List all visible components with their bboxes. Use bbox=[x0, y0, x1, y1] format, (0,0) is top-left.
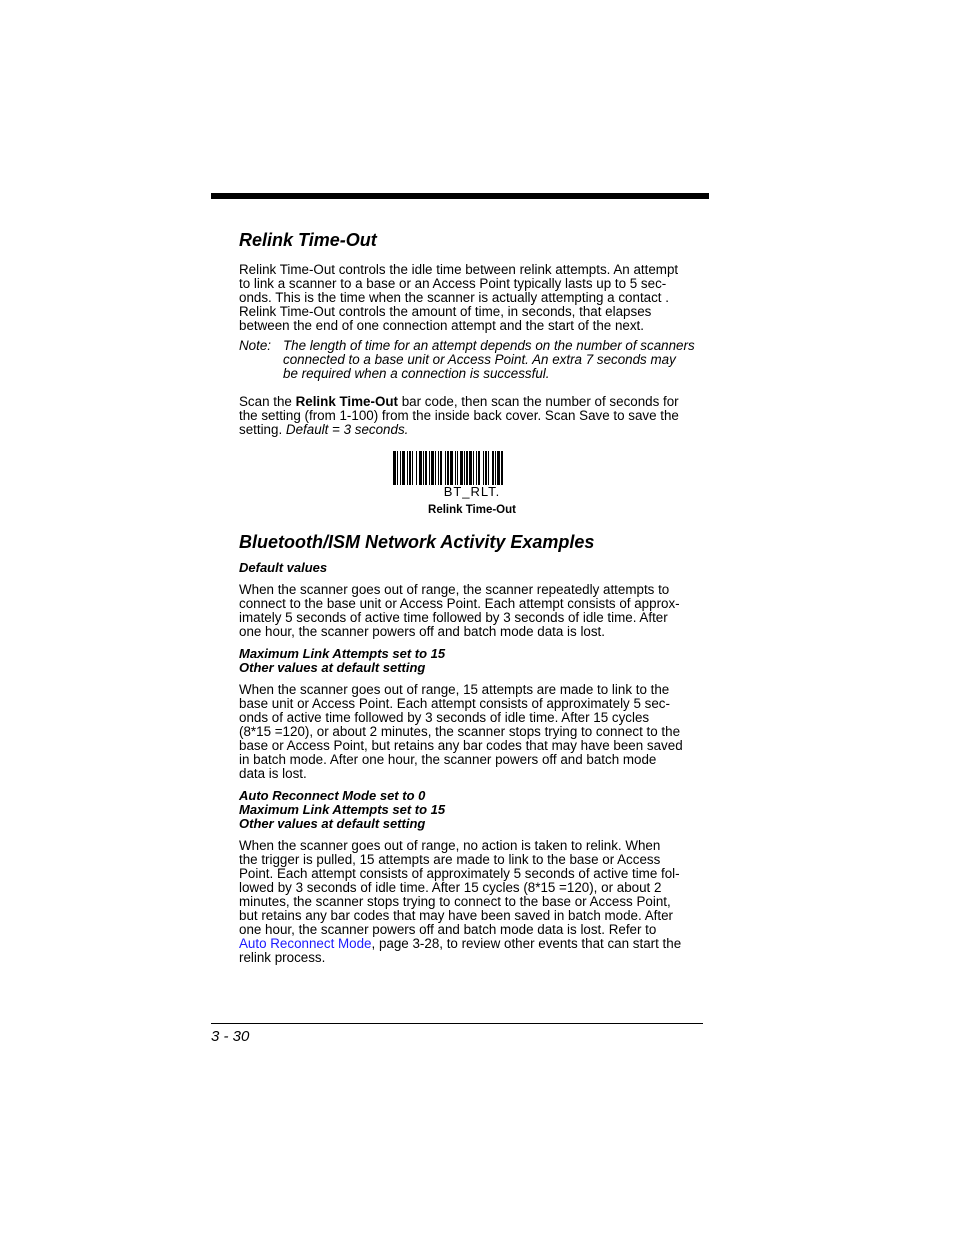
scan-instructions bbox=[239, 395, 705, 437]
barcode-bar bbox=[485, 451, 487, 485]
line: imately 5 seconds of active time followed by 3 seconds of idle time. After bbox=[239, 610, 668, 625]
barcode-bar bbox=[473, 451, 474, 485]
note-label: Note: bbox=[239, 338, 272, 353]
barcode-bar bbox=[409, 451, 411, 485]
bold-run: Relink Time-Out bbox=[295, 394, 399, 409]
line: onds of active time followed by 3 seconds of idle time. After 15 cycles bbox=[239, 710, 650, 725]
barcode-bar bbox=[488, 451, 489, 485]
barcode-bar bbox=[447, 451, 449, 485]
line: Auto Reconnect Mode set to 0 bbox=[239, 788, 426, 803]
subheading-max-link bbox=[239, 647, 705, 675]
barcode-bar bbox=[431, 451, 434, 485]
barcode-bar bbox=[397, 451, 398, 485]
line: but retains any bar codes that may have been saved in batch mode. After bbox=[239, 908, 673, 923]
subheading-default: Default values bbox=[239, 560, 328, 575]
barcode-bar bbox=[429, 451, 430, 485]
barcode-bar bbox=[483, 451, 484, 485]
bottom-rule bbox=[211, 1023, 703, 1024]
line: onds. This is the time when the scanner is actually attempting a contact . bbox=[239, 290, 669, 305]
barcode-bar bbox=[460, 451, 463, 485]
barcode-bar bbox=[464, 451, 465, 485]
barcode-bar bbox=[425, 451, 427, 485]
barcode-bar bbox=[495, 451, 496, 485]
barcode-image bbox=[393, 451, 551, 485]
barcode-caption: Relink Time-Out bbox=[428, 504, 516, 516]
barcode-bar bbox=[407, 451, 408, 485]
barcode-bar bbox=[478, 451, 480, 485]
section-heading-relink: Relink Time-Out bbox=[239, 230, 377, 250]
line: connected to a base unit or Access Point. An extra 7 seconds may bbox=[283, 352, 676, 367]
auto-reconnect-description bbox=[239, 839, 705, 965]
line: Maximum Link Attempts set to 15 bbox=[239, 802, 446, 817]
top-rule bbox=[211, 193, 709, 199]
line: base or Access Point, but retains any bar codes that may have been saved bbox=[239, 738, 683, 753]
barcode-bar bbox=[466, 451, 468, 485]
barcode-bar bbox=[445, 451, 446, 485]
barcode-bar bbox=[393, 451, 396, 485]
line: minutes, the scanner stops trying to connect to the base or Access Point, bbox=[239, 894, 671, 909]
line: be required when a connection is successful. bbox=[283, 366, 550, 381]
line: between the end of one connection attempt and the start of the next. bbox=[239, 318, 644, 333]
line: data is lost. bbox=[239, 766, 307, 781]
note bbox=[239, 339, 705, 381]
section-heading-examples: Bluetooth/ISM Network Activity Examples bbox=[239, 532, 595, 552]
text-run: Scan the bbox=[239, 394, 296, 409]
text-run: setting. bbox=[239, 422, 286, 437]
line: to link a scanner to a base or an Access Point typically lasts up to 5 sec- bbox=[239, 276, 667, 291]
text-run: bar code, then scan the number of seconds for bbox=[398, 394, 679, 409]
text-run: , page 3-28, to review other events that can start the bbox=[371, 936, 682, 951]
line: one hour, the scanner powers off and batch mode data is lost. bbox=[239, 624, 605, 639]
line: one hour, the scanner powers off and batch mode data is lost. Refer to bbox=[239, 922, 657, 937]
barcode-bar bbox=[419, 451, 422, 485]
page-content bbox=[239, 229, 705, 965]
line: base unit or Access Point. Each attempt consists of approximately 5 sec- bbox=[239, 696, 670, 711]
line: the setting (from 1-100) from the inside back cover. Scan Save to save the bbox=[239, 408, 679, 423]
line: When the scanner goes out of range, 15 attempts are made to link to the bbox=[239, 682, 670, 697]
line: (8*15 =120), or about 2 minutes, the scanner stops trying to connect to the bbox=[239, 724, 681, 739]
barcode-bar bbox=[440, 451, 442, 485]
note-body bbox=[283, 339, 705, 381]
default-description bbox=[239, 583, 705, 639]
line: When the scanner goes out of range, no action is taken to relink. When bbox=[239, 838, 661, 853]
barcode-bar bbox=[400, 451, 401, 485]
line: When the scanner goes out of range, the scanner repeatedly attempts to bbox=[239, 582, 670, 597]
line: relink process. bbox=[239, 950, 326, 965]
line: Relink Time-Out controls the amount of time, in seconds, that elapses bbox=[239, 304, 652, 319]
line: The length of time for an attempt depends on the number of scanners bbox=[283, 338, 695, 353]
auto-reconnect-mode-link[interactable]: Auto Reconnect Mode bbox=[239, 936, 372, 951]
barcode-block bbox=[239, 451, 705, 517]
barcode-bar bbox=[457, 451, 458, 485]
barcode-bar bbox=[423, 451, 424, 485]
barcode-bar bbox=[476, 451, 477, 485]
subheading-auto-reconnect bbox=[239, 789, 705, 831]
barcode-bar bbox=[450, 451, 453, 485]
barcode-bar bbox=[438, 451, 439, 485]
barcode-bar bbox=[455, 451, 456, 485]
line: the trigger is pulled, 15 attempts are made to link to the base or Access bbox=[239, 852, 661, 867]
line: connect to the base unit or Access Point. Each attempt consists of approx- bbox=[239, 596, 680, 611]
barcode-bar bbox=[492, 451, 494, 485]
relink-description bbox=[239, 263, 705, 333]
max-link-description bbox=[239, 683, 705, 781]
barcode-bar bbox=[497, 451, 500, 485]
line: lowed by 3 seconds of idle time. After 15 cycles (8*15 =120), or about 2 bbox=[239, 880, 662, 895]
barcode-bar bbox=[435, 451, 436, 485]
line: Relink Time-Out controls the idle time between relink attempts. An attempt bbox=[239, 262, 679, 277]
barcode-text: BT_RLT. bbox=[443, 484, 501, 499]
barcode-bar bbox=[412, 451, 413, 485]
barcode-bar bbox=[402, 451, 405, 485]
barcode-bar bbox=[416, 451, 417, 485]
line: Maximum Link Attempts set to 15 bbox=[239, 646, 446, 661]
default-value: Default = 3 seconds. bbox=[285, 422, 409, 437]
line: Other values at default setting bbox=[239, 660, 426, 675]
line: Point. Each attempt consists of approximately 5 seconds of active time fol- bbox=[239, 866, 680, 881]
barcode-bar bbox=[501, 451, 503, 485]
page-number: 3 - 30 bbox=[211, 1028, 250, 1045]
line: in batch mode. After one hour, the scanner powers off and batch mode bbox=[239, 752, 657, 767]
barcode-bar bbox=[469, 451, 472, 485]
line: Other values at default setting bbox=[239, 816, 426, 831]
